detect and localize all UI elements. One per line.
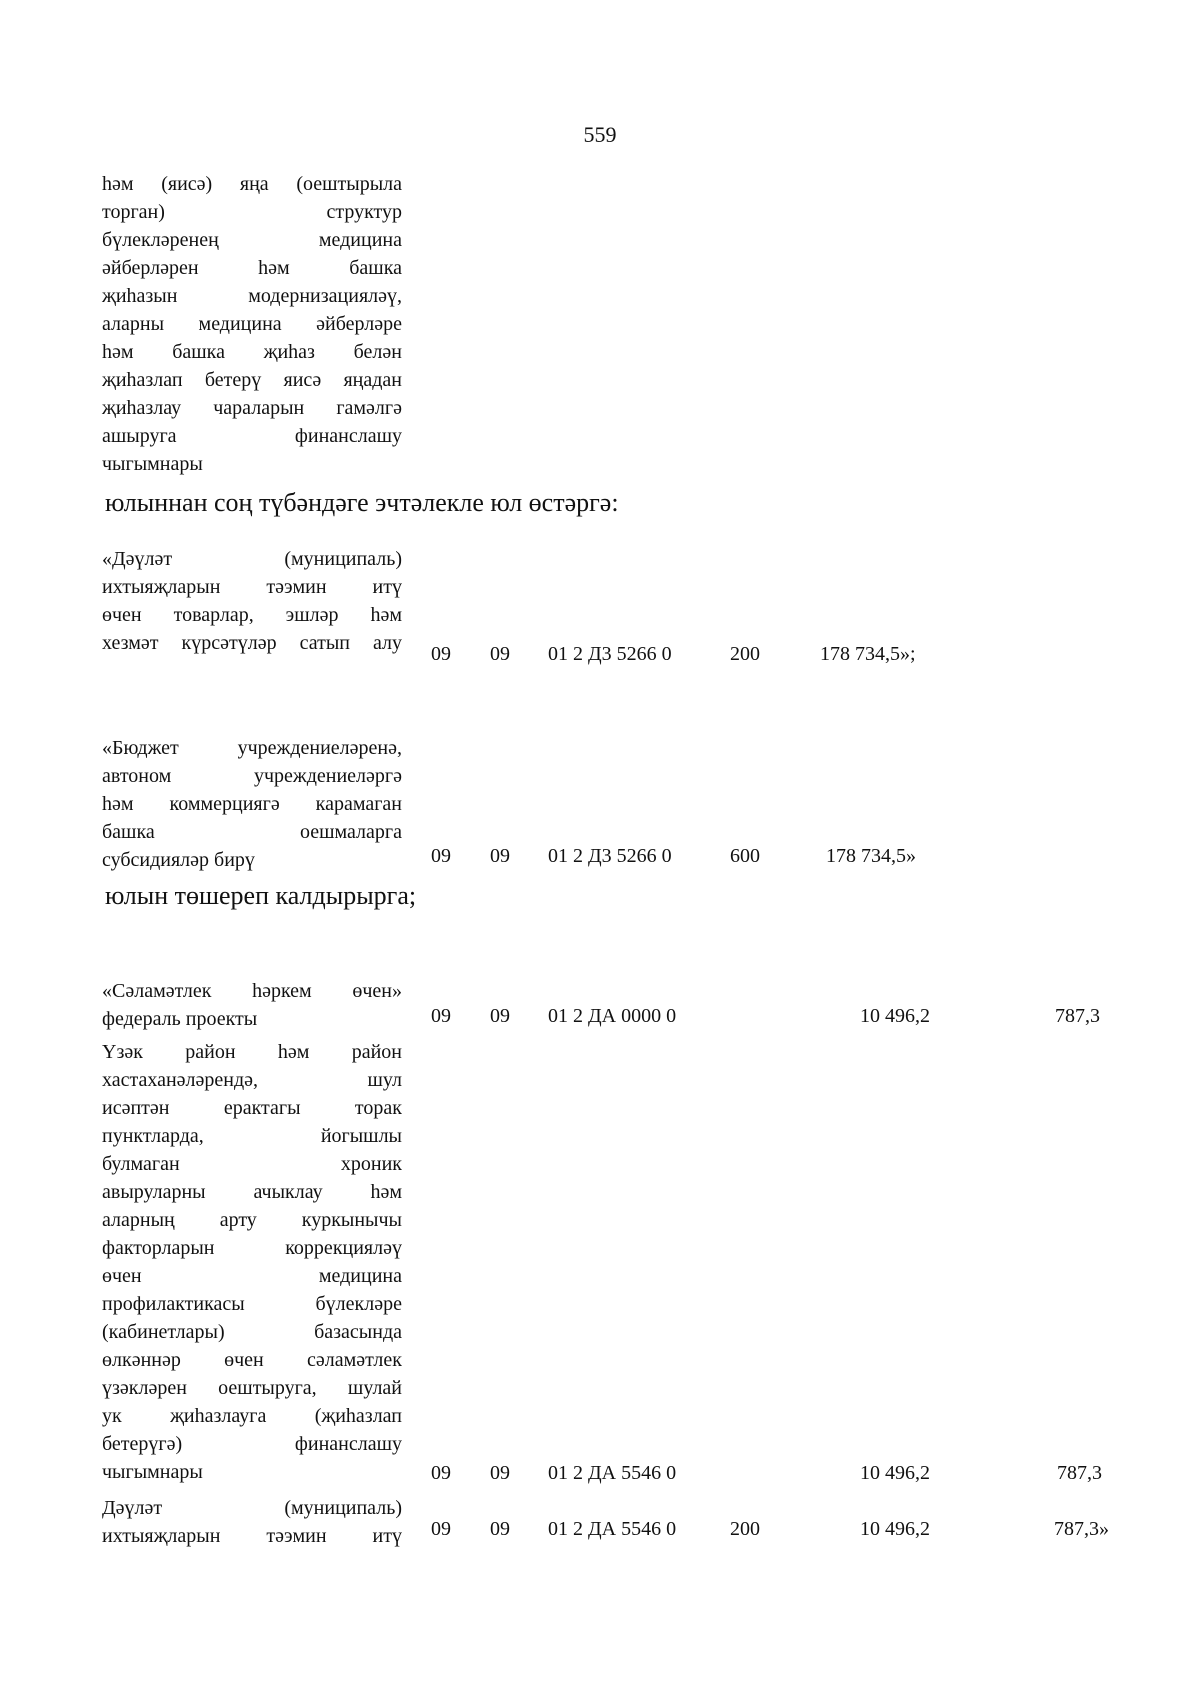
row-description xyxy=(102,545,402,657)
desc-line: пунктларда, йогышлы xyxy=(102,1125,402,1147)
desc-line: җиһазлап бетерү яисә яңадан xyxy=(102,369,402,391)
desc-line: бүлекләренең медицина xyxy=(102,229,402,251)
section-code: 09 xyxy=(431,1518,451,1540)
amount-second: 787,3» xyxy=(1054,1518,1109,1540)
desc-line: факторларын коррекцияләү xyxy=(102,1237,402,1259)
instruction-add-line: юлыннан соң түбәндәге эчтәлекле юл өстәргә: xyxy=(105,488,619,517)
desc-line: җиһазлау чараларын гамәлгә xyxy=(102,397,402,419)
target-article-code: 01 2 ДА 5546 0 xyxy=(548,1462,677,1484)
desc-line: «Сәламәтлек һәркем өчен» xyxy=(102,980,402,1002)
amount: 10 496,2 xyxy=(860,1462,930,1484)
desc-line: өчен товарлар, эшләр һәм xyxy=(102,604,402,626)
expense-type-code: 600 xyxy=(730,845,760,867)
desc-line: профилактикасы бүлекләре xyxy=(102,1293,402,1315)
desc-line: ашыруга финанслашу xyxy=(102,425,402,447)
desc-line: ук җиһазлауга (җиһазлап xyxy=(102,1405,402,1427)
section-code: 09 xyxy=(431,1005,451,1027)
subsection-code: 09 xyxy=(490,1518,510,1540)
desc-line: авыруларны ачыклау һәм xyxy=(102,1181,402,1203)
desc-line: хастаханәләрендә, шул xyxy=(102,1069,402,1091)
desc-line: «Бюджет учреждениеләренә, xyxy=(102,737,402,759)
desc-line: чыгымнары xyxy=(102,1461,203,1483)
amount: 10 496,2 xyxy=(860,1518,930,1540)
desc-line: җиһазын модернизацияләү, xyxy=(102,285,402,307)
desc-line: субсидияләр бирү xyxy=(102,849,255,871)
desc-line: өлкәннәр өчен сәламәтлек xyxy=(102,1349,402,1371)
desc-line: исәптән ерактагы торак xyxy=(102,1097,402,1119)
section-code: 09 xyxy=(431,1462,451,1484)
desc-line: хезмәт күрсәтүләр сатып алу xyxy=(102,632,402,654)
target-article-code: 01 2 Д3 5266 0 xyxy=(548,845,672,867)
desc-line: һәм башка җиһаз белән xyxy=(102,341,402,363)
subsection-code: 09 xyxy=(490,1462,510,1484)
desc-line: һәм (яисә) яңа (оештырыла xyxy=(102,173,402,195)
target-article-code: 01 2 ДА 0000 0 xyxy=(548,1005,677,1027)
section-code: 09 xyxy=(431,845,451,867)
amount: 178 734,5» xyxy=(826,845,916,867)
desc-line: аларны медицина әйберләре xyxy=(102,313,402,335)
desc-line: әйберләрен һәм башка xyxy=(102,257,402,279)
amount: 10 496,2 xyxy=(860,1005,930,1027)
desc-line: Дәүләт (муниципаль) xyxy=(102,1497,402,1519)
instruction-remove-line: юлын төшереп калдырырга; xyxy=(105,881,417,910)
row-description xyxy=(102,1494,402,1550)
desc-line: торган) структур xyxy=(102,201,402,223)
desc-line: чыгымнары xyxy=(102,453,203,475)
desc-line: башка оешмаларга xyxy=(102,821,402,843)
desc-line: булмаган хроник xyxy=(102,1153,402,1175)
section-code: 09 xyxy=(431,643,451,665)
amount: 178 734,5»; xyxy=(820,643,916,665)
desc-line: бетерүгә) финанслашу xyxy=(102,1433,402,1455)
desc-line: үзәкләрен оештыруга, шулай xyxy=(102,1377,402,1399)
amount-second: 787,3 xyxy=(1057,1462,1102,1484)
desc-line: өчен медицина xyxy=(102,1265,402,1287)
target-article-code: 01 2 ДА 5546 0 xyxy=(548,1518,677,1540)
desc-line: аларның арту куркынычы xyxy=(102,1209,402,1231)
subsection-code: 09 xyxy=(490,1005,510,1027)
amount-second: 787,3 xyxy=(1055,1005,1100,1027)
row-description xyxy=(102,1038,402,1486)
desc-line: (кабинетлары) базасында xyxy=(102,1321,402,1343)
description-continued xyxy=(102,170,402,478)
desc-line: автоном учреждениеләргә xyxy=(102,765,402,787)
row-description xyxy=(102,734,402,874)
desc-line: федераль проекты xyxy=(102,1008,258,1030)
desc-line: ихтыяҗларын тәэмин итү xyxy=(102,1525,402,1547)
desc-line: Үзәк район һәм район xyxy=(102,1041,402,1063)
page-number: 559 xyxy=(583,122,617,147)
expense-type-code: 200 xyxy=(730,1518,760,1540)
target-article-code: 01 2 Д3 5266 0 xyxy=(548,643,672,665)
desc-line: ихтыяҗларын тәэмин итү xyxy=(102,576,402,598)
subsection-code: 09 xyxy=(490,643,510,665)
desc-line: һәм коммерциягә карамаган xyxy=(102,793,402,815)
expense-type-code: 200 xyxy=(730,643,760,665)
row-description xyxy=(102,977,402,1033)
desc-line: «Дәүләт (муниципаль) xyxy=(102,548,402,570)
subsection-code: 09 xyxy=(490,845,510,867)
